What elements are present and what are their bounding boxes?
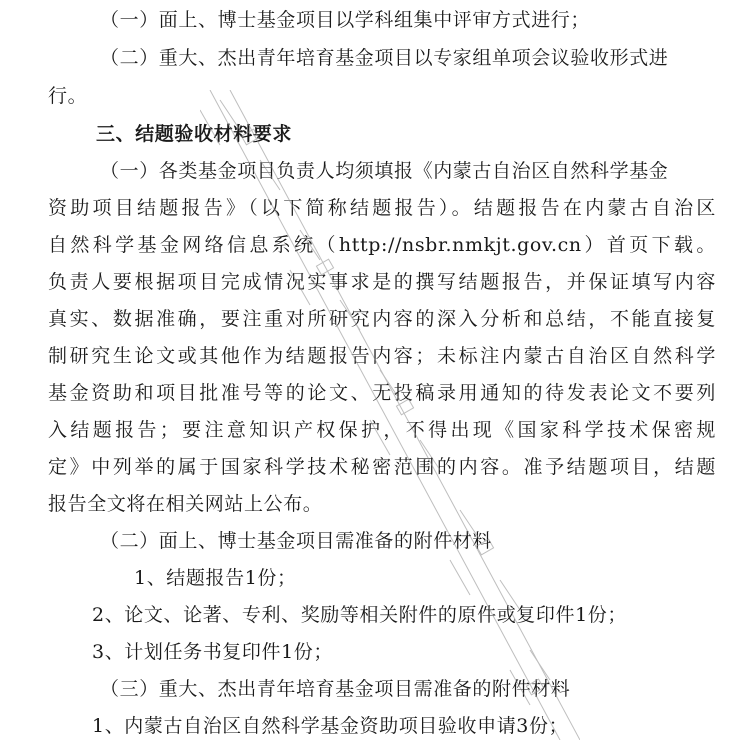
text-line-7: 自然科学基金网络信息系统（http://nsbr.nmkjt.gov.cn）首页下载。 bbox=[48, 234, 716, 256]
list-item-2: 2、论文、论著、专利、奖励等相关附件的原件或复印件1份； bbox=[92, 604, 627, 626]
section-heading: 三、结题验收材料要求 bbox=[96, 123, 293, 145]
text-line-2: （二）重大、杰出青年培育基金项目以专家组单项会议验收形式进 bbox=[100, 47, 669, 69]
text-line-8: 负责人要根据项目完成情况实事求是的撰写结题报告，并保证填写内容 bbox=[48, 271, 716, 293]
text-line-14: 报告全文将在相关网站上公布。 bbox=[48, 493, 323, 515]
text-line-12: 入结题报告；要注意知识产权保护，不得出现《国家科学技术保密规 bbox=[48, 419, 716, 441]
text-line-9: 真实、数据准确，要注重对所研究内容的深入分析和总结，不能直接复 bbox=[48, 308, 716, 330]
text-line-10: 制研究生论文或其他作为结题报告内容；未标注内蒙古自治区自然科学 bbox=[48, 345, 716, 367]
subheading-attachments-major: （三）重大、杰出青年培育基金项目需准备的附件材料 bbox=[100, 678, 571, 700]
text-line-6: 资助项目结题报告》（以下简称结题报告）。结题报告在内蒙古自治区 bbox=[48, 197, 716, 219]
subheading-attachments-general: （二）面上、博士基金项目需准备的附件材料 bbox=[100, 530, 493, 552]
list-item-4: 1、内蒙古自治区自然科学基金资助项目验收申请3份； bbox=[92, 715, 569, 737]
text-line-3: 行。 bbox=[48, 85, 88, 107]
text-line-13: 定》中列举的属于国家科学技术秘密范围的内容。准予结题项目，结题 bbox=[48, 456, 716, 478]
text-line-11: 基金资助和项目批准号等的论文、无投稿录用通知的待发表论文不要列 bbox=[48, 382, 716, 404]
list-item-1: 1、结题报告1份； bbox=[134, 567, 297, 589]
text-line-5: （一）各类基金项目负责人均须填报《内蒙古自治区自然科学基金 bbox=[100, 160, 669, 182]
text-line-1: （一）面上、博士基金项目以学科组集中评审方式进行； bbox=[100, 9, 591, 31]
list-item-3: 3、计划任务书复印件1份； bbox=[92, 641, 333, 663]
